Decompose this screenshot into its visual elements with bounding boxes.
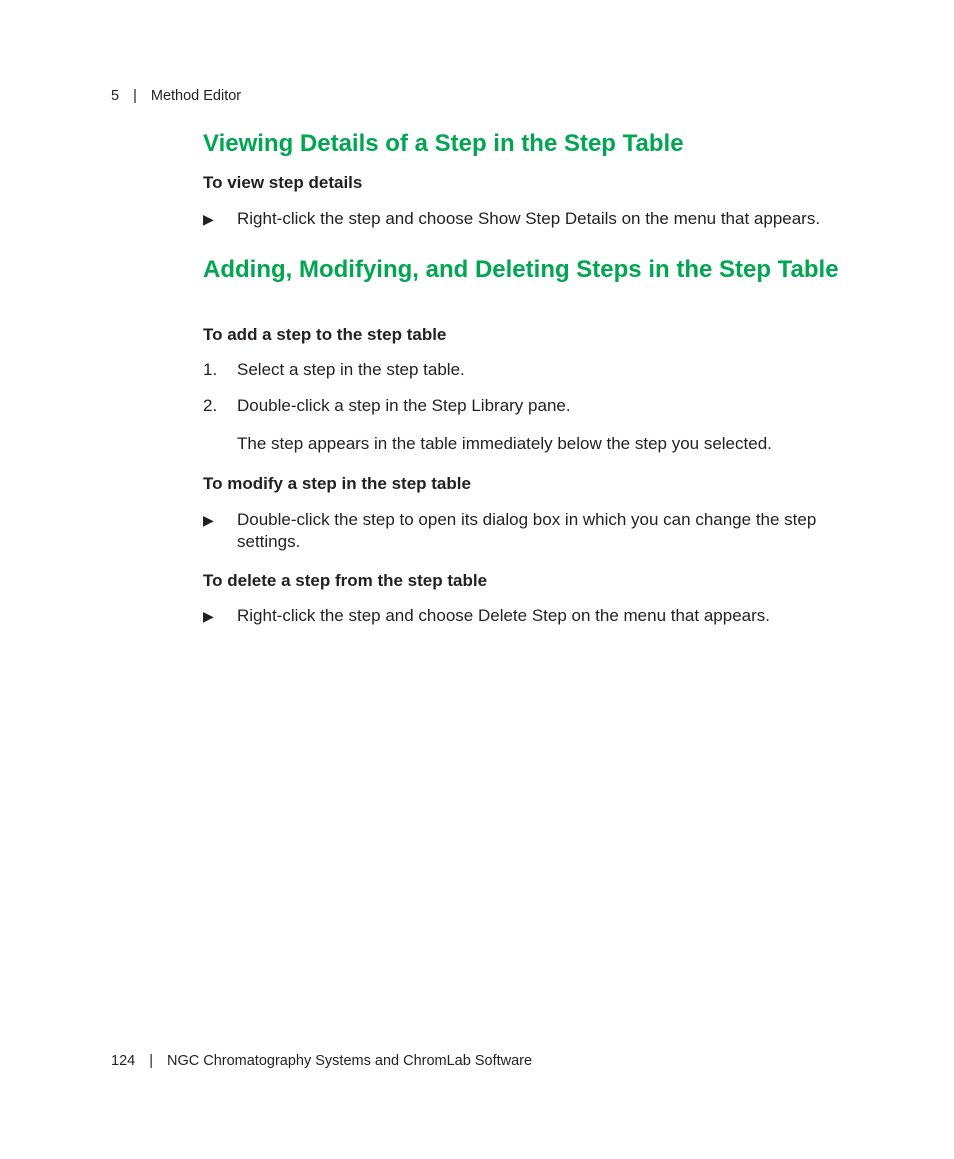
- step-number: 2.: [203, 396, 218, 415]
- step-result-note: The step appears in the table immediately below the step you selected.: [237, 434, 772, 453]
- header-separator: |: [133, 88, 137, 104]
- procedure-title-modify-step: To modify a step in the step table: [203, 474, 471, 493]
- bullet-arrow-icon: ▶: [203, 512, 214, 528]
- section-heading-adding-modifying-deleting: Adding, Modifying, and Deleting Steps in the Step Table: [203, 256, 839, 283]
- procedure-title-view-step-details: To view step details: [203, 173, 363, 192]
- bullet-arrow-icon: ▶: [203, 608, 214, 624]
- bullet-item-delete-step: [203, 605, 843, 627]
- bullet-text: Right-click the step and choose Delete Step on the menu that appears.: [237, 606, 770, 625]
- step-text: Select a step in the step table.: [237, 360, 465, 379]
- bullet-item-show-step-details: [203, 208, 843, 230]
- numbered-step-1: [203, 359, 843, 381]
- footer-separator: |: [149, 1053, 153, 1069]
- section-heading-viewing-details: Viewing Details of a Step in the Step Table: [203, 130, 684, 157]
- procedure-title-add-step: To add a step to the step table: [203, 325, 447, 344]
- bullet-text: Right-click the step and choose Show Step Details on the menu that appears.: [237, 209, 821, 228]
- running-footer: [111, 1052, 532, 1070]
- running-header: [111, 87, 241, 105]
- step-number: 1.: [203, 360, 218, 379]
- page-number: 124: [111, 1053, 136, 1069]
- chapter-title: Method Editor: [150, 88, 242, 104]
- step-text: Double-click a step in the Step Library pane.: [237, 396, 571, 415]
- procedure-title-delete-step: To delete a step from the step table: [203, 571, 488, 590]
- numbered-step-2: [203, 395, 843, 417]
- bullet-arrow-icon: ▶: [203, 211, 214, 227]
- chapter-number: 5: [111, 88, 120, 104]
- bullet-text: Double-click the step to open its dialog box in which you can change the step settings.: [237, 510, 817, 551]
- bullet-item-modify-step: [203, 509, 843, 553]
- document-title: NGC Chromatography Systems and ChromLab Software: [166, 1053, 533, 1069]
